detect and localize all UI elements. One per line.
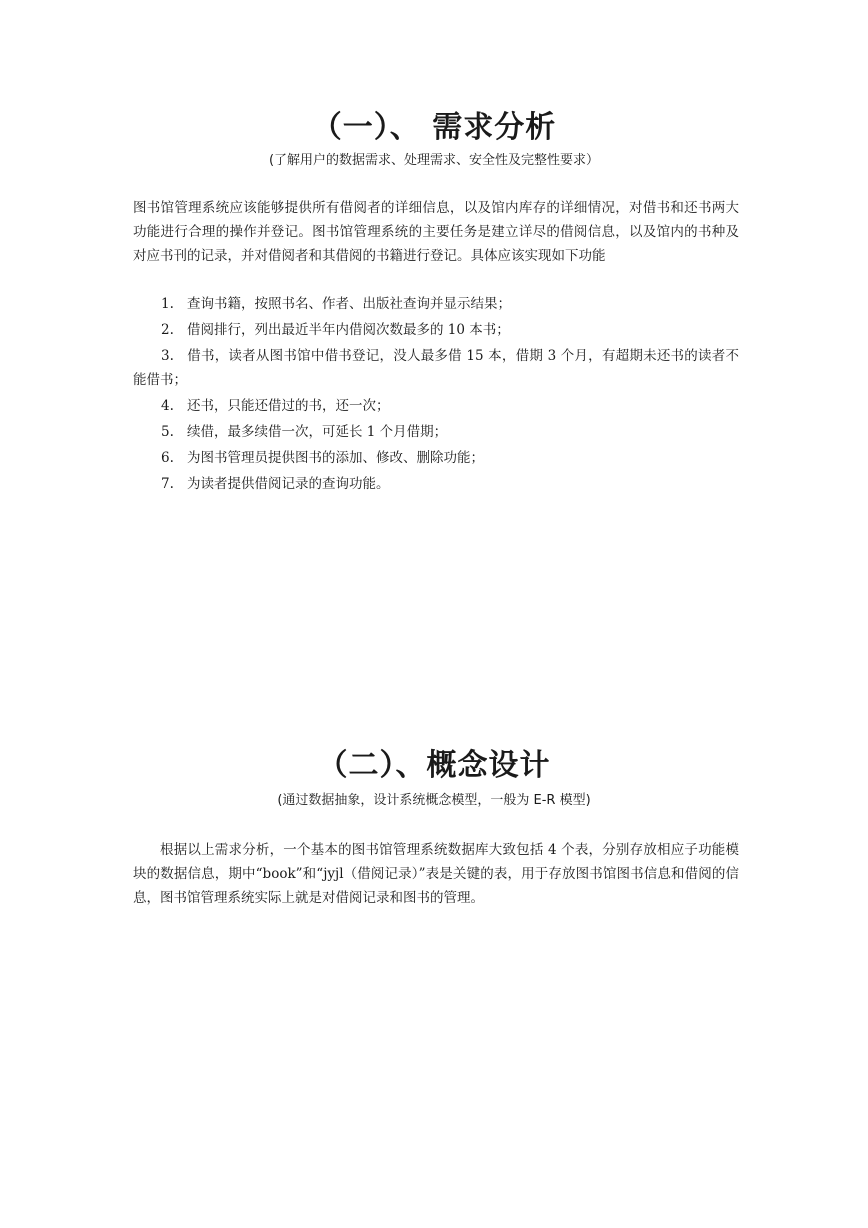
list-item [133, 394, 739, 418]
list-item-number: 4. [161, 398, 174, 414]
list-item [133, 420, 739, 444]
list-item [133, 292, 739, 316]
list-item-text: 还书，只能还借过的书，还一次； [187, 398, 390, 414]
section-2-title: （二）、概念设计 [317, 748, 551, 783]
list-item-text: 为读者提供借阅记录的查询功能。 [187, 476, 390, 492]
section-2-body: 根据以上需求分析，一个基本的图书馆管理系统数据库大致包括 4 个表，分别存放相应子功能模块的数据信息，期中“book”和“jyjl（借阅记录）”表是关键的表，用于存放图书馆图书信息和借阅的信息，图书馆管理系统实际上就是对借阅记录和图书的管理。 [133, 842, 739, 906]
list-item-number: 7. [161, 476, 174, 492]
section-1-intro: 图书馆管理系统应该能够提供所有借阅者的详细信息，以及馆内库存的详细情况，对借书和还书两大功能进行合理的操作并登记。图书馆管理系统的主要任务是建立详尽的借阅信息，以及馆内的书种及对应书刊的记录，并对借阅者和其借阅的书籍进行登记。具体应该实现如下功能 [133, 200, 739, 264]
list-item-text: 为图书管理员提供图书的添加、修改、删除功能； [187, 450, 484, 466]
list-item [133, 472, 739, 496]
list-item-number: 1. [161, 296, 174, 312]
list-item [133, 344, 739, 392]
section-1-subtitle: (了解用户的数据需求、处理需求、安全性及完整性要求） [268, 153, 600, 168]
section-2-subtitle: (通过数据抽象，设计系统概念模型，一般为 E-R 模型) [277, 793, 591, 808]
list-item-text: 查询书籍，按照书名、作者、出版社查询并显示结果； [187, 296, 511, 312]
requirements-list [133, 292, 739, 498]
list-item-text: 借书，读者从图书馆中借书登记，没人最多借 15 本，借期 3 个月，有超期未还书的读者不能借书； [133, 348, 739, 388]
list-item [133, 318, 739, 342]
list-item-number: 6. [161, 450, 174, 466]
list-item-number: 3. [161, 348, 174, 364]
section-1-title: （一）、 需求分析 [311, 110, 557, 145]
list-item-text: 借阅排行，列出最近半年内借阅次数最多的 10 本书； [187, 322, 510, 338]
list-item-text: 续借，最多续借一次，可延长 1 个月借期； [187, 424, 448, 440]
list-item [133, 446, 739, 470]
list-item-number: 5. [161, 424, 174, 440]
list-item-number: 2. [161, 322, 174, 338]
